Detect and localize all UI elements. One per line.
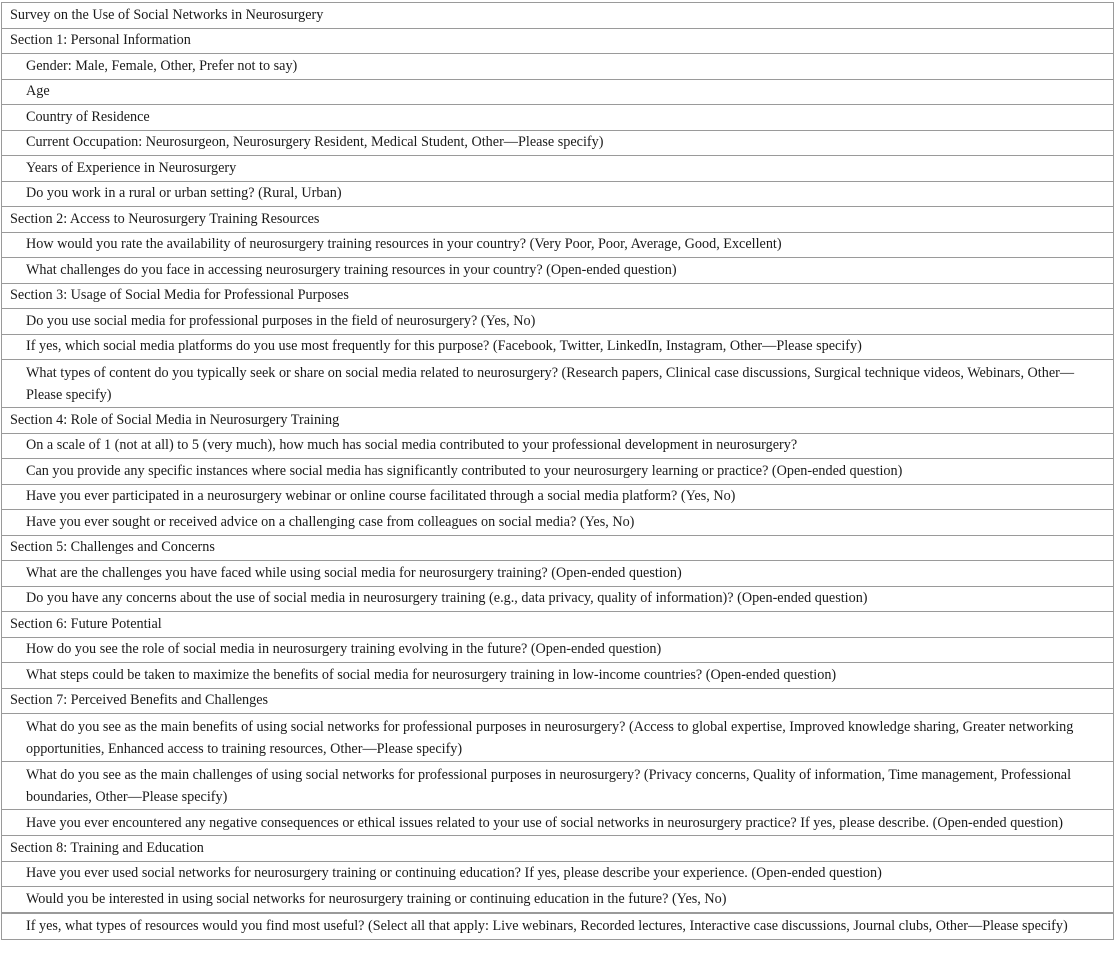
question-country: Country of Residence — [1, 105, 1114, 131]
question-concerns: Do you have any concerns about the use of social media in neurosurgery training (e.g., data privacy, quality of information)? (Open-ended question) — [1, 587, 1114, 613]
section-8-heading: Section 8: Training and Education — [1, 836, 1114, 862]
section-3-heading: Section 3: Usage of Social Media for Professional Purposes — [1, 284, 1114, 310]
question-training-experience: Have you ever used social networks for neurosurgery training or continuing education? If yes, please describe your experience. (Open-ended question) — [1, 862, 1114, 888]
question-resource-challenges: What challenges do you face in accessing neurosurgery training resources in your country? (Open-ended question) — [1, 258, 1114, 284]
question-advice: Have you ever sought or received advice on a challenging case from colleagues on social media? (Yes, No) — [1, 510, 1114, 536]
question-main-challenges: What do you see as the main challenges of using social networks for professional purposes in neurosurgery? (Privacy concerns, Quality of information, Time management, Professional boundaries, Other—Please specify) — [1, 762, 1114, 810]
question-contribution-scale: On a scale of 1 (not at all) to 5 (very much), how much has social media contributed to your professional development in neurosurgery? — [1, 434, 1114, 460]
question-resource-availability: How would you rate the availability of neurosurgery training resources in your country? (Very Poor, Poor, Average, Good, Excellent) — [1, 233, 1114, 259]
question-specific-instances: Can you provide any specific instances where social media has significantly contributed to your neurosurgery learning or practice? (Open-ended question) — [1, 459, 1114, 485]
question-future-role: How do you see the role of social media in neurosurgery training evolving in the future? (Open-ended question) — [1, 638, 1114, 664]
question-occupation: Current Occupation: Neurosurgeon, Neurosurgery Resident, Medical Student, Other—Please specify) — [1, 131, 1114, 157]
question-social-media-use: Do you use social media for professional purposes in the field of neurosurgery? (Yes, No) — [1, 309, 1114, 335]
question-platforms: If yes, which social media platforms do you use most frequently for this purpose? (Facebook, Twitter, LinkedIn, Instagram, Other—Please specify) — [1, 335, 1114, 361]
question-resource-types: If yes, what types of resources would you find most useful? (Select all that apply: Live webinars, Recorded lectures, Interactive case discussions, Journal clubs, Other—Please specify) — [1, 914, 1114, 940]
question-challenges-faced: What are the challenges you have faced while using social media for neurosurgery training? (Open-ended question) — [1, 561, 1114, 587]
question-experience: Years of Experience in Neurosurgery — [1, 156, 1114, 182]
question-setting: Do you work in a rural or urban setting? (Rural, Urban) — [1, 182, 1114, 208]
section-1-heading: Section 1: Personal Information — [1, 29, 1114, 55]
question-negative-consequences: Have you ever encountered any negative consequences or ethical issues related to your use of social networks in neurosurgery practice? If yes, please describe. (Open-ended question) — [1, 810, 1114, 836]
section-6-heading: Section 6: Future Potential — [1, 612, 1114, 638]
survey-title: Survey on the Use of Social Networks in Neurosurgery — [1, 2, 1114, 29]
question-age: Age — [1, 80, 1114, 106]
section-7-heading: Section 7: Perceived Benefits and Challenges — [1, 689, 1114, 715]
question-future-interest: Would you be interested in using social networks for neurosurgery training or continuing education in the future? (Yes, No) — [1, 887, 1114, 914]
section-2-heading: Section 2: Access to Neurosurgery Training Resources — [1, 207, 1114, 233]
question-main-benefits: What do you see as the main benefits of using social networks for professional purposes in neurosurgery? (Access to global expertise, Improved knowledge sharing, Greater networking opportunities, Enhanced access to training resources, Other—Please specify) — [1, 714, 1114, 762]
question-maximize-benefits: What steps could be taken to maximize the benefits of social media for neurosurgery training in low-income countries? (Open-ended question) — [1, 663, 1114, 689]
section-4-heading: Section 4: Role of Social Media in Neurosurgery Training — [1, 408, 1114, 434]
question-content-types: What types of content do you typically seek or share on social media related to neurosurgery? (Research papers, Clinical case discussions, Surgical technique videos, Webinars, Other—Please specify) — [1, 360, 1114, 408]
question-gender: Gender: Male, Female, Other, Prefer not to say) — [1, 54, 1114, 80]
survey-table — [1, 2, 1114, 940]
question-webinar: Have you ever participated in a neurosurgery webinar or online course facilitated through a social media platform? (Yes, No) — [1, 485, 1114, 511]
section-5-heading: Section 5: Challenges and Concerns — [1, 536, 1114, 562]
